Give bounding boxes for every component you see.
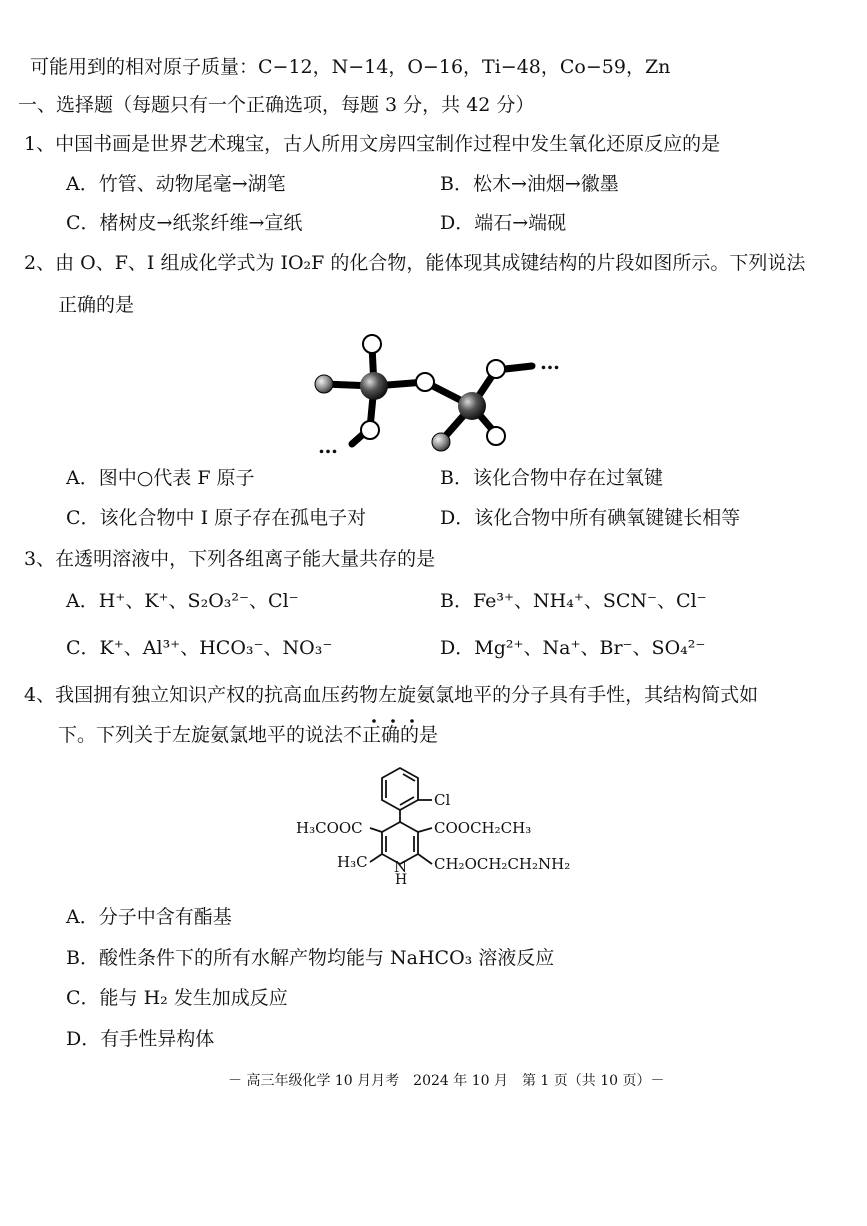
q3-option-c-ions: K⁺、Al³⁺、HCO₃⁻、NO₃⁻ bbox=[99, 637, 333, 659]
q4-stem-line1 bbox=[24, 682, 758, 708]
q3-option-c bbox=[66, 635, 332, 661]
q1-number: 1、 bbox=[24, 133, 56, 155]
q2-option-a: A．图中○代表 F 原子 bbox=[66, 467, 255, 489]
white-atom bbox=[487, 360, 505, 378]
chloro-label: Cl bbox=[434, 791, 451, 809]
q1-option-c: C．楮树皮→纸浆纤维→宣纸 bbox=[66, 212, 303, 234]
q4-option-c: C．能与 H₂ 发生加成反应 bbox=[66, 987, 288, 1009]
side-chain-label: CH₂OCH₂CH₂NH₂ bbox=[434, 855, 571, 873]
right-ester-label: COOCH₂CH₃ bbox=[434, 819, 532, 837]
q3-option-a bbox=[66, 588, 299, 614]
q3-option-c-label: C． bbox=[66, 637, 100, 659]
benzene-ring bbox=[382, 768, 418, 810]
q3-option-d-label: D． bbox=[440, 637, 475, 659]
q2-number: 2、 bbox=[24, 252, 56, 274]
grey-atom bbox=[315, 375, 333, 393]
q4-stem-text1: 我国拥有独立知识产权的抗高血压药物左旋氨氯地平的分子具有手性，其结构简式如 bbox=[55, 684, 759, 706]
q2-stem-line2: 正确的是 bbox=[58, 294, 135, 316]
ring-nitrogen-label: N bbox=[394, 858, 408, 876]
white-atom bbox=[416, 373, 434, 391]
q4-number: 4、 bbox=[24, 684, 56, 706]
q1-option-b: B．松木→油烟→徽墨 bbox=[440, 173, 619, 195]
q3-option-d-ions: Mg²⁺、Na⁺、Br⁻、SO₄²⁻ bbox=[474, 637, 706, 659]
q2-option-b: B．该化合物中存在过氧键 bbox=[440, 467, 663, 489]
left-ester-label: H₃COOC bbox=[296, 819, 363, 837]
q1-option-a: A．竹管、动物尾毫→湖笔 bbox=[66, 173, 286, 195]
ellipsis-left: … bbox=[318, 434, 338, 458]
large-dark-atom bbox=[458, 392, 486, 420]
q2-option-c: C．该化合物中 I 原子存在孤电子对 bbox=[66, 507, 367, 529]
q3-option-d bbox=[440, 635, 705, 661]
page-footer: － 高三年级化学 10 月月考 2024 年 10 月 第 1 页（共 10 页）－ bbox=[228, 1073, 665, 1089]
q3-stem-text: 在透明溶液中，下列各组离子能大量共存的是 bbox=[55, 548, 436, 570]
q2-stem-text1: 由 O、F、I 组成化学式为 IO₂F 的化合物，能体现其成键结构的片段如图所示。下列说法 bbox=[55, 252, 806, 274]
q3-option-b-ions: Fe³⁺、NH₄⁺、SCN⁻、Cl⁻ bbox=[472, 590, 707, 612]
q2-option-d: D．该化合物中所有碘氧键键长相等 bbox=[440, 507, 741, 529]
emphasis-dots bbox=[370, 717, 420, 725]
white-atom bbox=[487, 427, 505, 445]
q2-stem-line1 bbox=[24, 250, 805, 276]
methyl-label: H₃C bbox=[337, 853, 368, 871]
atomic-masses-line: 可能用到的相对原子质量：C−12，N−14，O−16，Ti−48，Co−59，Zn bbox=[30, 56, 671, 78]
molecule-fragment-diagram bbox=[300, 330, 580, 460]
q3-stem bbox=[24, 546, 435, 572]
q3-option-a-ions: H⁺、K⁺、S₂O₃²⁻、Cl⁻ bbox=[98, 590, 299, 612]
q3-option-b-label: B． bbox=[440, 590, 473, 612]
q4-option-b: B．酸性条件下的所有水解产物均能与 NaHCO₃ 溶液反应 bbox=[66, 947, 555, 969]
q4-stem-line2: 下。下列关于左旋氨氯地平的说法不正确的是 bbox=[58, 724, 439, 746]
grey-atom bbox=[432, 433, 450, 451]
ellipsis-right: … bbox=[540, 350, 560, 374]
large-dark-atom bbox=[360, 372, 388, 400]
ring-hydrogen-label: H bbox=[395, 872, 408, 888]
q1-option-d: D．端石→端砚 bbox=[440, 212, 567, 234]
white-atom bbox=[363, 335, 381, 353]
q3-option-a-label: A． bbox=[66, 590, 99, 612]
q3-option-b bbox=[440, 588, 707, 614]
q3-number: 3、 bbox=[24, 548, 56, 570]
q1-stem-text: 中国书画是世界艺术瑰宝，古人所用文房四宝制作过程中发生氧化还原反应的是 bbox=[55, 133, 721, 155]
section-title: 一、选择题（每题只有一个正确选项，每题 3 分，共 42 分） bbox=[18, 94, 535, 116]
q1-stem bbox=[24, 131, 720, 157]
white-atom bbox=[361, 421, 379, 439]
q4-option-a: A．分子中含有酯基 bbox=[66, 906, 232, 928]
q4-option-d: D．有手性异构体 bbox=[66, 1028, 215, 1050]
